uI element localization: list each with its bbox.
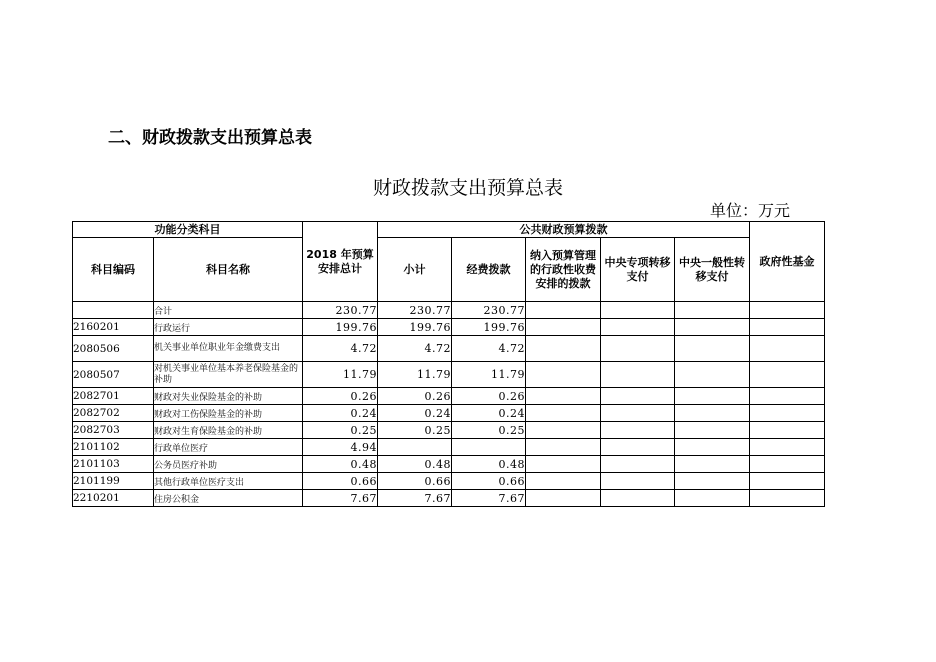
cell-operating-funds: 11.79 <box>452 362 526 388</box>
cell-total-2018: 4.94 <box>303 439 378 456</box>
cell-government-fund <box>750 388 825 405</box>
header-total-2018: 2018 年预算安排总计 <box>303 222 378 302</box>
cell-subtotal: 0.24 <box>378 405 452 422</box>
cell-subject-name: 财政对生育保险基金的补助 <box>154 422 303 439</box>
cell-central-special-transfer <box>601 405 675 422</box>
cell-subtotal <box>378 439 452 456</box>
cell-subtotal: 7.67 <box>378 490 452 507</box>
table-row <box>73 490 825 507</box>
table-row <box>73 336 825 362</box>
cell-central-general-transfer <box>675 473 750 490</box>
cell-included-admin-fees <box>526 456 601 473</box>
cell-subject-code: 2082702 <box>73 405 154 422</box>
cell-subject-code: 2160201 <box>73 319 154 336</box>
cell-operating-funds: 230.77 <box>452 302 526 319</box>
header-included-admin-fees: 纳入预算管理的行政性收费安排的拨款 <box>526 238 601 302</box>
cell-included-admin-fees <box>526 490 601 507</box>
cell-included-admin-fees <box>526 405 601 422</box>
table-row <box>73 456 825 473</box>
cell-subject-code: 2101103 <box>73 456 154 473</box>
header-operating-funds: 经费拨款 <box>452 238 526 302</box>
cell-subtotal: 11.79 <box>378 362 452 388</box>
cell-subtotal: 4.72 <box>378 336 452 362</box>
cell-central-general-transfer <box>675 439 750 456</box>
cell-government-fund <box>750 456 825 473</box>
table-row <box>73 319 825 336</box>
cell-total-2018: 0.48 <box>303 456 378 473</box>
cell-operating-funds: 0.48 <box>452 456 526 473</box>
table-row <box>73 439 825 456</box>
cell-central-general-transfer <box>675 319 750 336</box>
cell-subject-name: 财政对工伤保险基金的补助 <box>154 405 303 422</box>
cell-subject-code: 2082703 <box>73 422 154 439</box>
table-row <box>73 302 825 319</box>
cell-central-general-transfer <box>675 456 750 473</box>
cell-subject-code: 2210201 <box>73 490 154 507</box>
cell-total-2018: 4.72 <box>303 336 378 362</box>
cell-included-admin-fees <box>526 439 601 456</box>
cell-government-fund <box>750 302 825 319</box>
header-public-finance: 公共财政预算拨款 <box>378 222 750 238</box>
cell-total-2018: 199.76 <box>303 319 378 336</box>
cell-central-general-transfer <box>675 405 750 422</box>
cell-central-special-transfer <box>601 388 675 405</box>
unit-label: 单位：万元 <box>710 201 791 220</box>
cell-subject-name: 行政运行 <box>154 319 303 336</box>
cell-subject-name: 对机关事业单位基本养老保险基金的补助 <box>154 362 303 388</box>
cell-operating-funds: 0.26 <box>452 388 526 405</box>
cell-subtotal: 0.26 <box>378 388 452 405</box>
cell-operating-funds: 7.67 <box>452 490 526 507</box>
cell-total-2018: 7.67 <box>303 490 378 507</box>
cell-operating-funds: 0.25 <box>452 422 526 439</box>
budget-table <box>72 221 825 507</box>
cell-subject-code: 2101199 <box>73 473 154 490</box>
cell-subtotal: 230.77 <box>378 302 452 319</box>
table-row <box>73 422 825 439</box>
cell-subtotal: 0.48 <box>378 456 452 473</box>
cell-central-special-transfer <box>601 456 675 473</box>
cell-central-special-transfer <box>601 439 675 456</box>
header-functional-category: 功能分类科目 <box>73 222 303 238</box>
cell-central-special-transfer <box>601 302 675 319</box>
cell-subject-name: 其他行政单位医疗支出 <box>154 473 303 490</box>
table-row <box>73 473 825 490</box>
cell-subject-name: 行政单位医疗 <box>154 439 303 456</box>
cell-included-admin-fees <box>526 388 601 405</box>
cell-government-fund <box>750 319 825 336</box>
cell-total-2018: 0.26 <box>303 388 378 405</box>
table-row <box>73 362 825 388</box>
cell-central-special-transfer <box>601 319 675 336</box>
header-subtotal: 小计 <box>378 238 452 302</box>
cell-government-fund <box>750 362 825 388</box>
cell-central-special-transfer <box>601 490 675 507</box>
cell-central-general-transfer <box>675 302 750 319</box>
cell-subject-code: 2101102 <box>73 439 154 456</box>
cell-included-admin-fees <box>526 473 601 490</box>
cell-subject-code: 2082701 <box>73 388 154 405</box>
cell-subject-name: 财政对失业保险基金的补助 <box>154 388 303 405</box>
section-heading: 二、财政拨款支出预算总表 <box>108 128 312 148</box>
cell-government-fund <box>750 336 825 362</box>
cell-subject-name: 机关事业单位职业年金缴费支出 <box>154 336 303 362</box>
cell-central-general-transfer <box>675 362 750 388</box>
cell-central-special-transfer <box>601 336 675 362</box>
cell-government-fund <box>750 405 825 422</box>
cell-operating-funds: 0.66 <box>452 473 526 490</box>
cell-subtotal: 199.76 <box>378 319 452 336</box>
cell-government-fund <box>750 473 825 490</box>
header-subject-code: 科目编码 <box>73 238 154 302</box>
cell-central-special-transfer <box>601 362 675 388</box>
cell-total-2018: 230.77 <box>303 302 378 319</box>
cell-government-fund <box>750 490 825 507</box>
cell-operating-funds: 199.76 <box>452 319 526 336</box>
cell-subtotal: 0.66 <box>378 473 452 490</box>
cell-government-fund <box>750 422 825 439</box>
cell-included-admin-fees <box>526 319 601 336</box>
cell-subject-code: 2080506 <box>73 336 154 362</box>
cell-subject-code <box>73 302 154 319</box>
cell-included-admin-fees <box>526 422 601 439</box>
table-row <box>73 388 825 405</box>
table-title: 财政拨款支出预算总表 <box>372 177 563 199</box>
table-row <box>73 405 825 422</box>
header-central-special-transfer: 中央专项转移支付 <box>601 238 675 302</box>
header-government-fund: 政府性基金 <box>750 222 825 302</box>
cell-subject-code: 2080507 <box>73 362 154 388</box>
cell-central-special-transfer <box>601 473 675 490</box>
cell-included-admin-fees <box>526 362 601 388</box>
cell-total-2018: 0.25 <box>303 422 378 439</box>
cell-central-general-transfer <box>675 490 750 507</box>
cell-included-admin-fees <box>526 336 601 362</box>
cell-total-2018: 0.66 <box>303 473 378 490</box>
cell-central-general-transfer <box>675 388 750 405</box>
cell-operating-funds: 0.24 <box>452 405 526 422</box>
cell-total-2018: 11.79 <box>303 362 378 388</box>
cell-subject-name: 公务员医疗补助 <box>154 456 303 473</box>
cell-central-general-transfer <box>675 422 750 439</box>
cell-central-special-transfer <box>601 422 675 439</box>
cell-total-2018: 0.24 <box>303 405 378 422</box>
header-central-general-transfer: 中央一般性转移支付 <box>675 238 750 302</box>
cell-operating-funds <box>452 439 526 456</box>
cell-subject-name: 住房公积金 <box>154 490 303 507</box>
cell-central-general-transfer <box>675 336 750 362</box>
header-subject-name: 科目名称 <box>154 238 303 302</box>
cell-government-fund <box>750 439 825 456</box>
cell-included-admin-fees <box>526 302 601 319</box>
cell-operating-funds: 4.72 <box>452 336 526 362</box>
cell-subject-name: 合计 <box>154 302 303 319</box>
cell-subtotal: 0.25 <box>378 422 452 439</box>
